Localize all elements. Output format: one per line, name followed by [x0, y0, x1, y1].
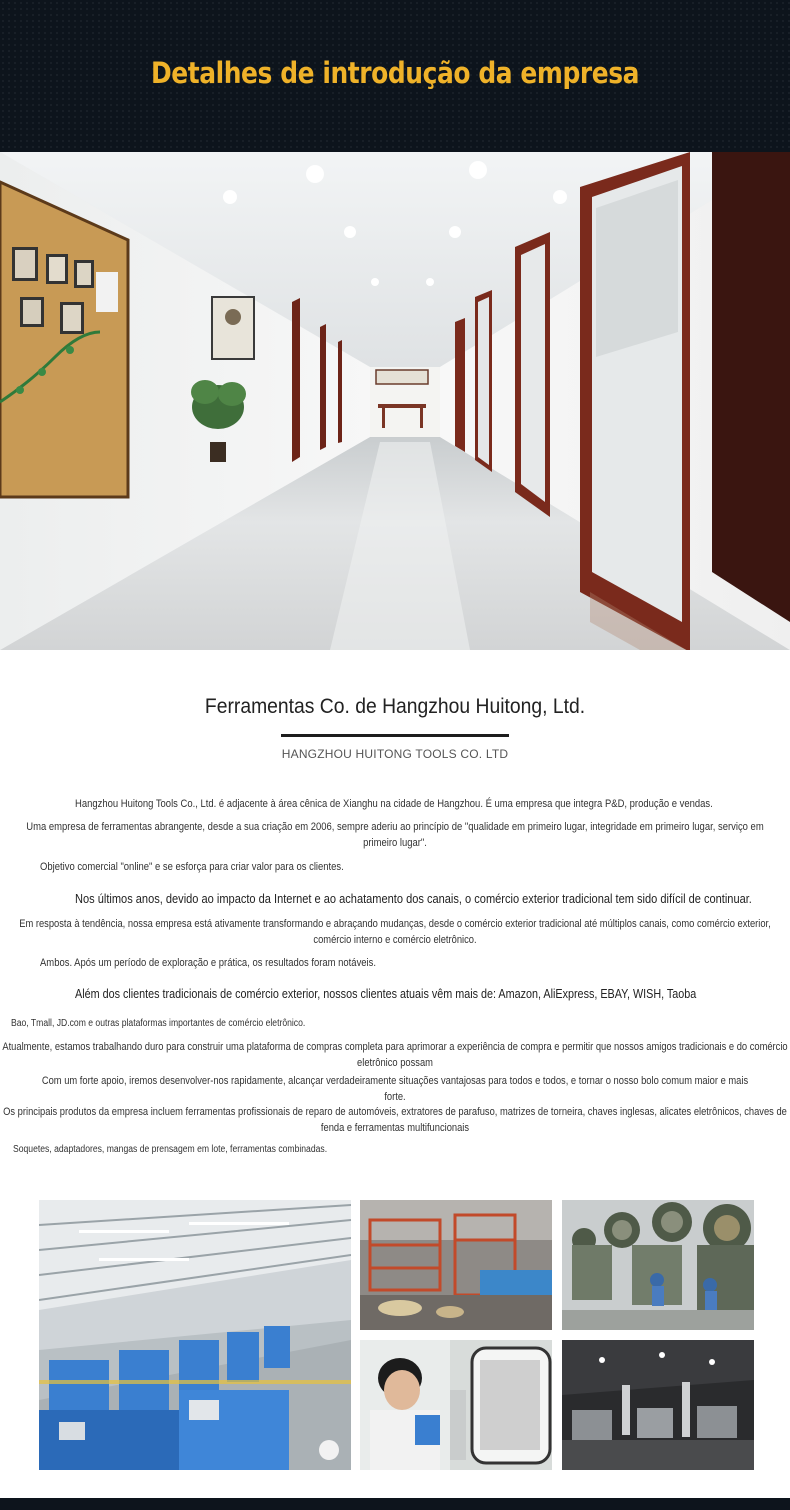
footer-band	[0, 1498, 790, 1510]
press-machines-photo	[562, 1200, 754, 1330]
intro-paragraph-7: Além dos clientes tradicionais de comércio exterior, nossos clientes atuais vêm mais de: Amazon, AliExpress, EBAY, WISH, Taoba	[75, 986, 697, 1001]
intro-paragraph-3: Objetivo comercial "online" e se esforça para criar valor para os clientes.	[40, 861, 344, 873]
title-divider	[281, 734, 509, 737]
intro-paragraph-4: Nos últimos anos, devido ao impacto da Internet e ao achatamento dos canais, o comércio exterior tradicional tem sido difícil de continuar.	[75, 891, 752, 906]
workshop-racks-illustration	[360, 1200, 552, 1330]
injection-molding-hall-illustration	[39, 1200, 351, 1470]
intro-paragraph-9-text: Atualmente, estamos trabalhando duro para construir uma plataforma de compras completa para aprimorar a experiência de compra e permitir que nossos amigos tradicionais e do comércio eletrônico possam	[2, 1041, 788, 1069]
company-subtitle: HANGZHOU HUITONG TOOLS CO. LTD	[281, 747, 509, 761]
intro-paragraph-12: Soquetes, adaptadores, mangas de prensagem em lote, ferramentas combinadas.	[13, 1144, 328, 1155]
machining-floor-illustration	[562, 1340, 754, 1470]
workshop-racks-photo	[360, 1200, 552, 1330]
technician-illustration	[360, 1340, 552, 1470]
intro-paragraph-1: Hangzhou Huitong Tools Co., Ltd. é adjacente à área cênica de Xianghu na cidade de Hangzhou. É uma empresa que integra P&D, produção e vendas.	[75, 798, 713, 810]
intro-paragraph-11	[0, 1104, 790, 1136]
corridor-illustration	[0, 152, 790, 650]
intro-paragraph-10-text: Com um forte apoio, iremos desenvolver-nos rapidamente, alcançar verdadeiramente situações vantajosas para todos e todos, e tornar o nosso bolo comum maior e mais forte.	[41, 1075, 749, 1103]
intro-paragraph-9	[0, 1039, 790, 1071]
technician-photo	[360, 1340, 552, 1470]
intro-paragraph-10	[0, 1073, 790, 1105]
intro-paragraph-5	[0, 916, 790, 948]
company-name-heading: Ferramentas Co. de Hangzhou Huitong, Ltd.	[204, 695, 586, 718]
intro-paragraph-6: Ambos. Após um período de exploração e prática, os resultados foram notáveis.	[40, 957, 377, 969]
intro-paragraph-2-text: Uma empresa de ferramentas abrangente, desde a sua criação em 2006, sempre aderiu ao princípio de "qualidade em primeiro lugar, integridade em primeiro lugar, serviço em primeiro lugar".	[26, 821, 764, 849]
page-title: Detalhes de introdução da empresa	[150, 56, 640, 90]
press-machines-illustration	[562, 1200, 754, 1330]
injection-molding-hall-photo	[39, 1200, 351, 1470]
machining-floor-photo	[562, 1340, 754, 1470]
header-band	[0, 0, 790, 152]
intro-paragraph-11-text: Os principais produtos da empresa incluem ferramentas profissionais de reparo de automóveis, extratores de parafuso, matrizes de torneira, chaves inglesas, alicates eletrônicos, chaves de fenda e ferramentas multifuncionais	[3, 1106, 787, 1134]
hero-office-corridor-photo	[0, 152, 790, 650]
intro-paragraph-8: Bao, Tmall, JD.com e outras plataformas importantes de comércio eletrônico.	[11, 1018, 306, 1029]
intro-paragraph-5-text: Em resposta à tendência, nossa empresa está ativamente transformando e abraçando mudanças, desde o comércio exterior tradicional até múltiplos canais, como comércio exterior, comércio interno e comércio eletrônico.	[19, 918, 771, 946]
intro-paragraph-2	[0, 819, 790, 851]
